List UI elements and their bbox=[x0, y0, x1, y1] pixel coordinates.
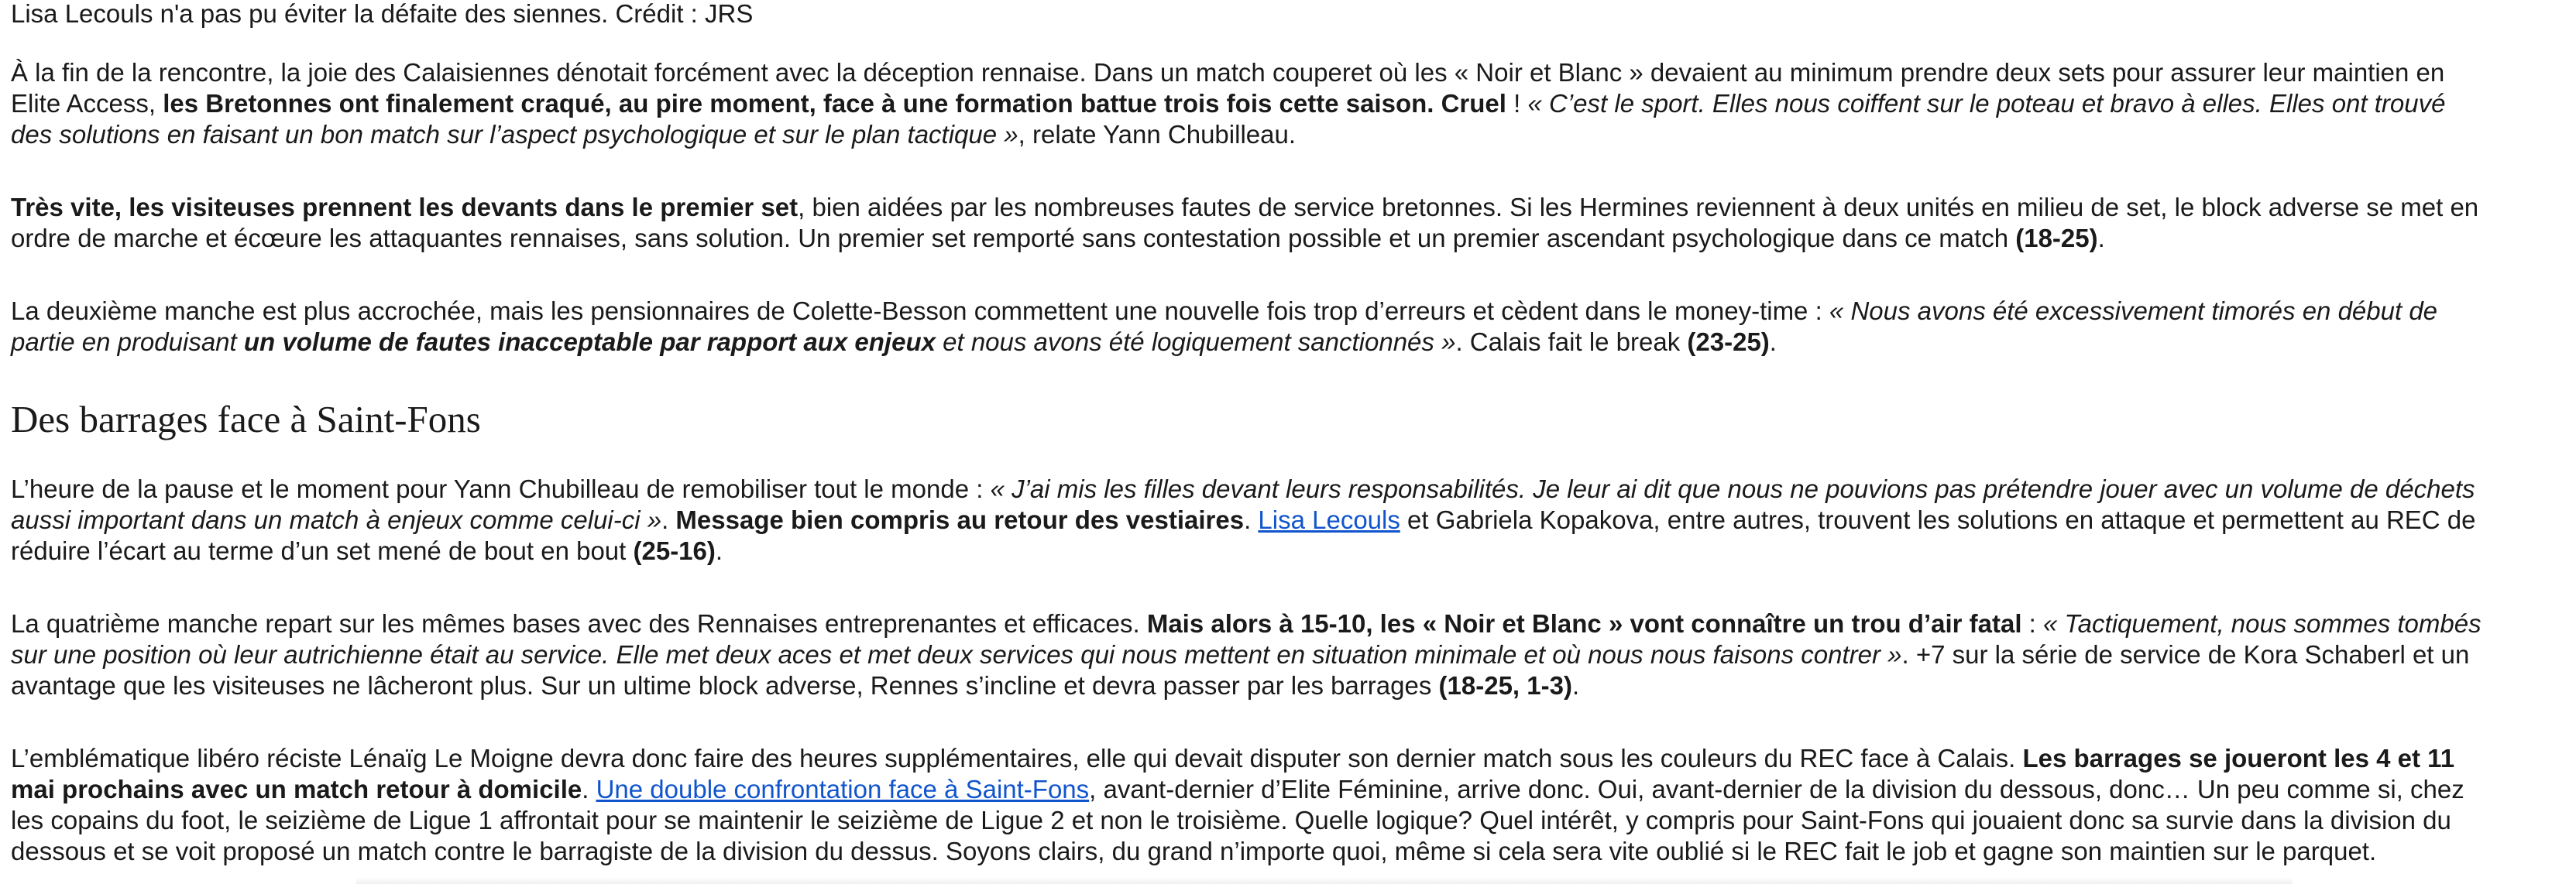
text: . bbox=[1571, 671, 1580, 700]
paragraph-4-line-2 bbox=[11, 505, 2567, 536]
text: , relate Yann Chubilleau. bbox=[1018, 120, 1296, 149]
text: ! bbox=[1506, 89, 1528, 118]
paragraph-1-line-1: À la fin de la rencontre, la joie des Calaisiennes dénotait forcément avec la déception rennaise. Dans un match couperet où les « Noir et Blanc » devaient au minimum prendre deux sets pour assurer leur maintien en bbox=[11, 58, 2445, 87]
text: . +7 sur la série de service de Kora Schaberl et un bbox=[1901, 640, 2470, 669]
text: , avant-dernier d’Elite Féminine, arrive donc. Oui, avant-dernier de la division du dessous, donc… Un peu comme si, chez bbox=[1089, 775, 2464, 803]
paragraph-3 bbox=[11, 296, 2567, 358]
quote-text: sur une position où leur autrichienne était au service. Elle met deux aces et met deux services qui nous mettent en situation minimale et où nous nous faisons contrer » bbox=[11, 640, 1902, 669]
score: (25-16) bbox=[633, 536, 716, 565]
paragraph-2 bbox=[11, 192, 2567, 254]
bold-text: Les barrages se joueront les 4 et 11 bbox=[2022, 744, 2455, 773]
paragraph-4-line-3 bbox=[11, 536, 2567, 567]
text: et Gabriela Kopakova, entre autres, trouvent les solutions en attaque et permettent au REC de bbox=[1400, 505, 2476, 534]
paragraph-5-line-2 bbox=[11, 639, 2567, 670]
bold-text: mai prochains avec un match retour à domicile bbox=[11, 775, 582, 803]
paragraph-6 bbox=[11, 743, 2567, 867]
quote-text: des solutions en faisant un bon match sur l’aspect psychologique et sur le plan tactique » bbox=[11, 120, 1018, 149]
quote-text: partie en produisant bbox=[11, 327, 244, 356]
paragraph-3-line-1 bbox=[11, 296, 2567, 327]
text: Elite Access, bbox=[11, 89, 163, 118]
text: . bbox=[715, 536, 723, 565]
text: réduire l’écart au terme d’un set mené de bout en bout bbox=[11, 536, 634, 565]
text: La quatrième manche repart sur les mêmes bases avec des Rennaises entreprenantes et efficaces. bbox=[11, 609, 1147, 638]
paragraph-5 bbox=[11, 608, 2567, 701]
quote-bold-text bbox=[244, 327, 936, 356]
paragraph-4 bbox=[11, 474, 2567, 567]
paragraph-6-line-1 bbox=[11, 743, 2567, 774]
quote-text: « J’ai mis les filles devant leurs responsabilités. Je leur ai dit que nous ne pouvions pas prétendre jouer avec un volume de déchets bbox=[990, 475, 2475, 503]
paragraph-1-line-3 bbox=[11, 119, 2567, 150]
photo-caption: Lisa Lecouls n'a pas pu éviter la défaite des siennes. Crédit : JRS bbox=[11, 0, 754, 28]
text: L’heure de la pause et le moment pour Yann Chubilleau de remobiliser tout le monde : bbox=[11, 475, 991, 503]
paragraph-1-line-2 bbox=[11, 88, 2567, 119]
text: : bbox=[2021, 609, 2044, 638]
text: . bbox=[661, 505, 676, 534]
bold-text: un volume de fautes inacceptable par rapport aux enjeux bbox=[243, 327, 936, 356]
paragraph-4-line-1 bbox=[11, 474, 2567, 505]
paragraph-5-line-3 bbox=[11, 670, 2567, 701]
section-heading: Des barrages face à Saint-Fons bbox=[11, 398, 481, 440]
paragraph-2-line-2 bbox=[11, 223, 2567, 254]
bold-text: Très vite, les visiteuses prennent les devants dans le premier set bbox=[11, 193, 799, 221]
quote-text: « Tactiquement, nous sommes tombés bbox=[2043, 609, 2482, 638]
paragraph-5-line-1 bbox=[11, 608, 2567, 639]
bold-text: Message bien compris au retour des vestiaires bbox=[675, 505, 1245, 534]
text: , bien aidées par les nombreuses fautes de service bretonnes. Si les Hermines reviennent à deux unités en milieu de set, le block adverse se met en bbox=[798, 193, 2479, 221]
score: (18-25, 1-3) bbox=[1438, 671, 1572, 700]
quote-text: aussi important dans un match à enjeux comme celui-ci » bbox=[11, 505, 662, 534]
text: . bbox=[582, 775, 596, 803]
paragraph-6-line-4: dessous et se voit proposé un match contre le barragiste de la division du dessus. Soyons clairs, du grand n’importe quoi, même si cela sera vite oublié si le REC fait le job et gagne son maintien sur le parquet. bbox=[11, 837, 2377, 865]
text: . bbox=[1244, 505, 1259, 534]
text: . bbox=[1769, 327, 1777, 356]
quote-text: et nous avons été logiquement sanctionnés » bbox=[935, 327, 1456, 356]
player-link-lisa-lecouls[interactable]: Lisa Lecouls bbox=[1258, 505, 1400, 534]
paragraph-2-line-1 bbox=[11, 192, 2567, 223]
paragraph-6-line-2 bbox=[11, 774, 2567, 805]
bold-text: les Bretonnes ont finalement craqué, au pire moment, face à une formation battue trois fois cette saison. Cruel bbox=[163, 89, 1506, 118]
saint-fons-link[interactable]: Une double confrontation face à Saint-Fons bbox=[596, 775, 1090, 803]
text: ordre de marche et écœure les attaquantes rennaises, sans solution. Un premier set remporté sans contestation possible et un premier ascendant psychologique dans ce match bbox=[11, 224, 2016, 252]
quote-text: « C’est le sport. Elles nous coiffent sur le poteau et bravo à elles. Elles ont trouvé bbox=[1527, 89, 2446, 118]
text: L’emblématique libéro réciste Lénaïg Le Moigne devra donc faire des heures supplémentaires, elle qui devait disputer son dernier match sous les couleurs du REC face à Calais. bbox=[11, 744, 2023, 773]
paragraph-3-line-2 bbox=[11, 327, 2567, 358]
paragraph-1 bbox=[11, 57, 2567, 150]
text: avantage que les visiteuses ne lâcheront plus. Sur un ultime block adverse, Rennes s’incline et devra passer par les barrages bbox=[11, 671, 1439, 700]
score: (18-25) bbox=[2015, 224, 2098, 252]
score: (23-25) bbox=[1687, 327, 1770, 356]
text: La deuxième manche est plus accrochée, mais les pensionnaires de Colette-Besson commettent une nouvelle fois trop d’erreurs et cèdent dans le money-time : bbox=[11, 296, 1829, 325]
text: . Calais fait le break bbox=[1455, 327, 1688, 356]
paragraph-6-line-3: les copains du foot, le seizième de Ligue 1 affrontait pour se maintenir le seizième de Ligue 2 et non le troisième. Quelle logique? Quel intérêt, y compris pour Saint-Fons qui jouaient donc sa survie dans la division du bbox=[11, 806, 2451, 834]
bold-text: Mais alors à 15-10, les « Noir et Blanc » vont connaître un trou d’air fatal bbox=[1146, 609, 2022, 638]
quote-text: « Nous avons été excessivement timorés en début de bbox=[1829, 296, 2438, 325]
bottom-shadow bbox=[356, 878, 2293, 884]
text: . bbox=[2097, 224, 2105, 252]
